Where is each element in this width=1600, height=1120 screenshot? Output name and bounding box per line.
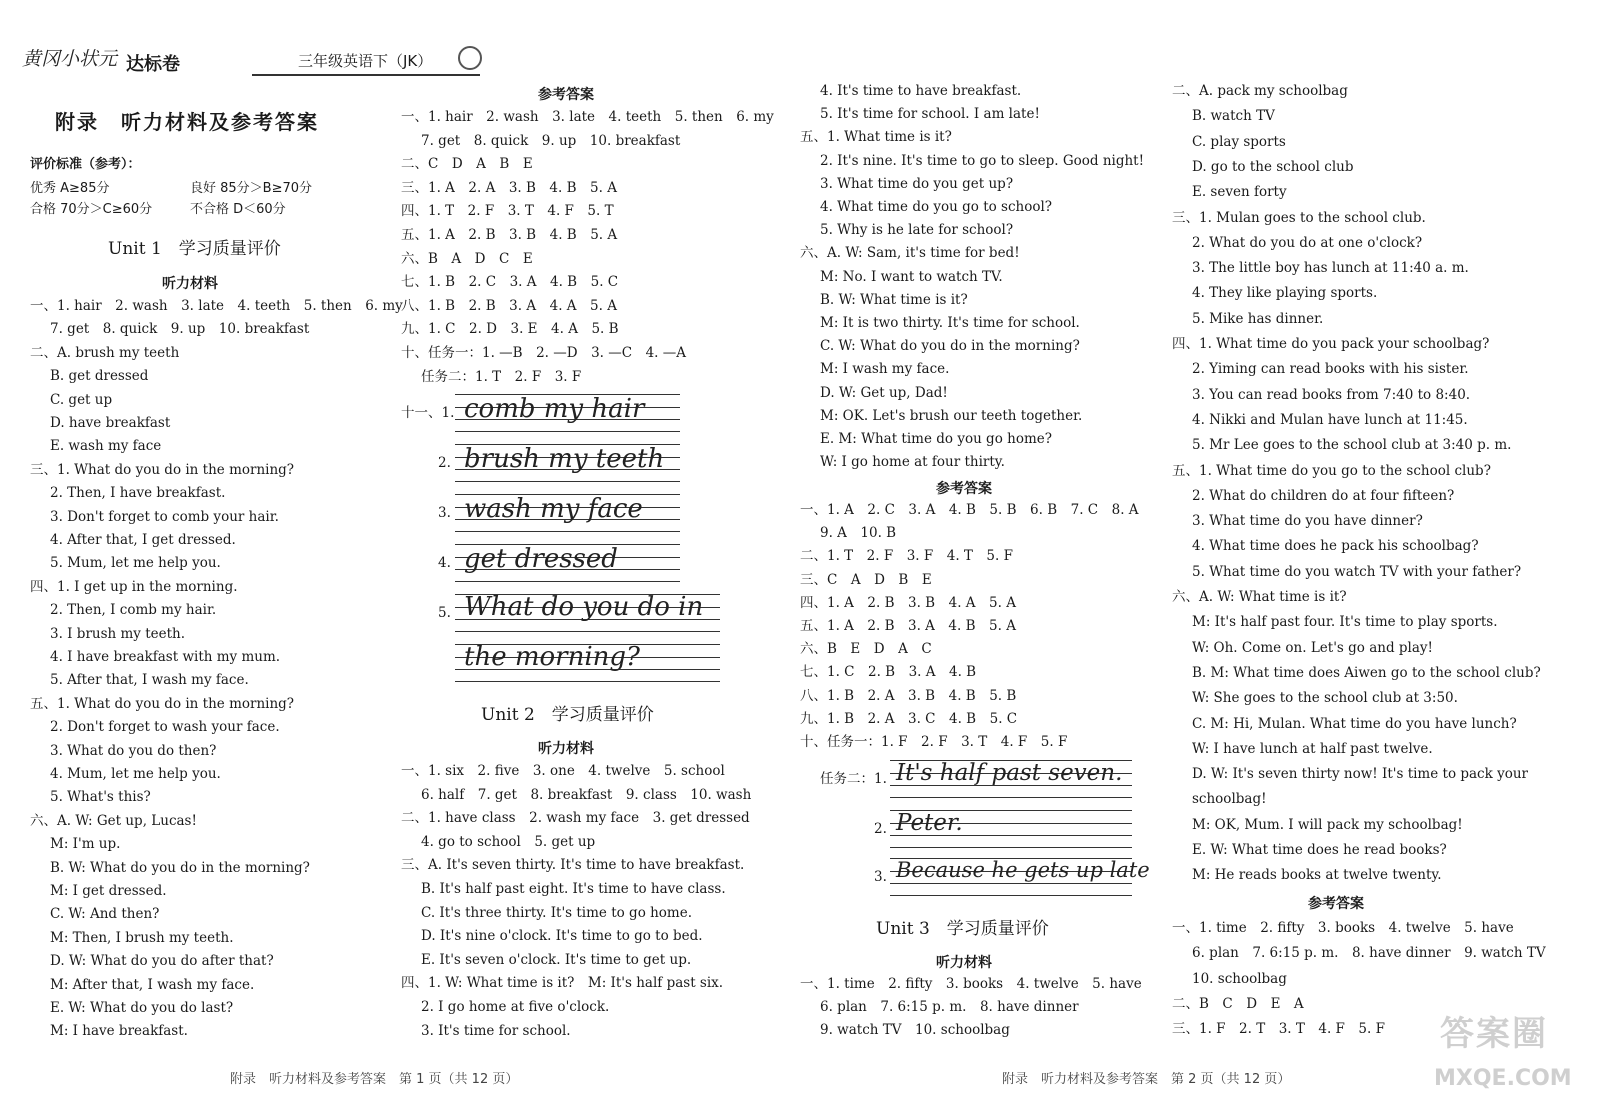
- text-line: 三、A. It's seven thirty. It's time to have breakfast.: [401, 857, 745, 874]
- text-line: 五、1. What time is it?: [800, 129, 952, 146]
- text-line: 二、1. T 2. F 3. F 4. T 5. F: [800, 548, 1013, 565]
- text-line: C. play sports: [1192, 133, 1286, 150]
- text-line: 四、1. T 2. F 3. T 4. F 5. T: [401, 203, 614, 220]
- writing-num-5: 5.: [438, 605, 451, 621]
- unit3-answers-heading: 参考答案: [1308, 896, 1364, 912]
- text-line: 七、1. B 2. C 3. A 4. B 5. C: [401, 274, 619, 291]
- text-line: E. M: What time do you go home?: [820, 431, 1052, 447]
- text-line: 三、1. What do you do in the morning?: [30, 461, 295, 478]
- handwriting-answer: the morning?: [464, 642, 640, 672]
- text-line: D. W: Get up, Dad!: [820, 384, 948, 401]
- criteria-good: 良好 85分＞B≥70分: [190, 181, 313, 196]
- text-line: 五、1. A 2. B 3. A 4. B 5. A: [800, 618, 1016, 634]
- text-line: 二、B C D E A: [1172, 995, 1304, 1012]
- text-line: schoolbag!: [1192, 791, 1267, 808]
- text-line: 三、1. A 2. A 3. B 4. B 5. A: [401, 179, 617, 196]
- text-line: 4. I have breakfast with my mum.: [50, 649, 281, 665]
- text-line: C. W: And then?: [50, 906, 160, 923]
- text-line: 3. What do you do then?: [50, 742, 217, 759]
- grade-label: 三年级英语下（JK）: [298, 52, 433, 70]
- text-line: 一、1. time 2. fifty 3. books 4. twelve 5. have: [1172, 920, 1514, 936]
- text-line: D. go to the school club: [1192, 158, 1354, 175]
- text-line: 一、1. six 2. five 3. one 4. twelve 5. school: [401, 763, 725, 779]
- unit3-listening-heading: 听力材料: [936, 955, 992, 971]
- text-line: 三、1. F 2. T 3. T 4. F 5. F: [1172, 1021, 1385, 1038]
- criteria-title: 评价标准（参考）：: [30, 157, 141, 172]
- text-line: 2. Then, I comb my hair.: [50, 602, 217, 619]
- text-line: 5. What's this?: [50, 789, 151, 806]
- text-line: 八、1. B 2. A 3. B 4. B 5. B: [800, 687, 1017, 704]
- text-line: C. W: What do you do in the morning?: [820, 338, 1080, 355]
- text-line: 二、A. brush my teeth: [30, 344, 180, 361]
- text-line: 四、1. What time do you pack your schoolbag?: [1172, 336, 1490, 352]
- text-line: 6. plan 7. 6:15 p. m. 8. have dinner: [820, 999, 1079, 1016]
- text-line: E. wash my face: [50, 438, 162, 455]
- text-line: 2. What do you do at one o'clock?: [1192, 234, 1423, 251]
- text-line: B. It's half past eight. It's time to have class.: [421, 881, 726, 897]
- handwriting-answer: Peter.: [896, 810, 963, 836]
- text-line: 5. After that, I wash my face.: [50, 672, 249, 689]
- text-line: D. It's nine o'clock. It's time to go to bed.: [421, 928, 703, 945]
- text-line: M: OK, Mum. I will pack my schoolbag!: [1192, 816, 1463, 833]
- task2-num-3: 3.: [874, 869, 887, 885]
- text-line: 2. It's nine. It's time to go to sleep. Good night!: [820, 152, 1145, 169]
- text-line: 4. They like playing sports.: [1192, 285, 1378, 302]
- text-line: 三、C A D B E: [800, 571, 932, 588]
- text-line: 10. schoolbag: [1192, 970, 1287, 987]
- text-line: 三、1. Mulan goes to the school club.: [1172, 209, 1426, 226]
- text-line: 五、1. A 2. B 3. B 4. B 5. A: [401, 227, 618, 243]
- text-line: 5. Mr Lee goes to the school club at 3:40 p. m.: [1192, 437, 1512, 454]
- footer-left: 附录 听力材料及参考答案 第 1 页（共 12 页）: [230, 1072, 519, 1087]
- unit1-listening-heading: 听力材料: [162, 276, 218, 292]
- text-line: W: Oh. Come on. Let's go and play!: [1192, 639, 1433, 656]
- text-line: 六、A. W: Sam, it's time for bed!: [800, 245, 1020, 262]
- text-line: B. W: What time is it?: [820, 291, 968, 308]
- text-line: 5. What time do you watch TV with your father?: [1192, 563, 1522, 580]
- text-line: 5. Mike has dinner.: [1192, 310, 1324, 327]
- unit3-title: Unit 3 学习质量评价: [876, 919, 1049, 939]
- text-line: W: I go home at four thirty.: [820, 454, 1005, 471]
- text-line: B. M: What time does Aiwen go to the school club?: [1192, 664, 1541, 681]
- text-line: M: I'm up.: [50, 836, 121, 853]
- text-line: 六、A. W: What time is it?: [1172, 589, 1347, 605]
- text-line: 4. It's time to have breakfast.: [820, 83, 1022, 99]
- watermark: [1430, 1000, 1590, 1110]
- text-line: 九、1. B 2. A 3. C 4. B 5. C: [800, 710, 1018, 727]
- criteria-fail: 不合格 D＜60分: [190, 202, 286, 217]
- writing-num-3: 3.: [438, 505, 451, 521]
- text-line: 5. Why is he late for school?: [820, 222, 1014, 239]
- text-line: 任务二：1. T 2. F 3. F: [421, 368, 582, 385]
- text-line: 3. The little boy has lunch at 11:40 a. m.: [1192, 260, 1469, 277]
- text-line: 一、1. hair 2. wash 3. late 4. teeth 5. then 6. my: [30, 298, 403, 314]
- text-line: 3. What time do you have dinner?: [1192, 513, 1423, 530]
- text-line: W: I have lunch at half past twelve.: [1192, 740, 1433, 757]
- text-line: 2. What do children do at four fifteen?: [1192, 487, 1455, 504]
- unit2-answers-heading: 参考答案: [936, 481, 992, 497]
- handwriting-answer: What do you do in: [464, 592, 704, 622]
- text-line: 5. It's time for school. I am late!: [820, 106, 1040, 123]
- text-line: 十、任务一：1. —B 2. —D 3. —C 4. —A: [401, 345, 687, 361]
- unit2-listening-heading: 听力材料: [538, 741, 594, 757]
- handwriting-answer: wash my face: [464, 494, 643, 524]
- text-line: 5. Mum, let me help you.: [50, 555, 221, 572]
- text-line: 十、任务一：1. F 2. F 3. T 4. F 5. F: [800, 734, 1068, 750]
- watermark-url: MXQE.COM: [1434, 1066, 1572, 1091]
- text-line: E. It's seven o'clock. It's time to get up.: [421, 951, 692, 968]
- text-line: 六、B E D A C: [800, 641, 932, 658]
- text-line: D. have breakfast: [50, 415, 171, 431]
- text-line: 四、1. W: What time is it? M: It's half past six.: [401, 975, 724, 992]
- handwriting-answer: Because he gets up late: [896, 858, 1150, 882]
- writing-num-4: 4.: [438, 555, 451, 571]
- brand-logo: 黄冈小状元: [22, 48, 118, 70]
- text-line: D. W: It's seven thirty now! It's time to pack your: [1192, 766, 1528, 783]
- text-line: 六、A. W: Get up, Lucas!: [30, 812, 197, 829]
- text-line: M: It is two thirty. It's time for school.: [820, 315, 1080, 331]
- text-line: 一、1. time 2. fifty 3. books 4. twelve 5. have: [800, 976, 1142, 992]
- task2-num-2: 2.: [874, 821, 887, 837]
- handwriting-answer: brush my teeth: [464, 444, 665, 474]
- text-line: 2. I go home at five o'clock.: [421, 999, 610, 1015]
- text-line: M: I get dressed.: [50, 883, 167, 899]
- text-line: 4. After that, I get dressed.: [50, 532, 236, 548]
- text-line: D. W: What do you do after that?: [50, 953, 274, 970]
- text-line: 2. Yiming can read books with his sister.: [1192, 361, 1469, 378]
- text-line: C. M: Hi, Mulan. What time do you have lunch?: [1192, 715, 1517, 732]
- text-line: M: I have breakfast.: [50, 1023, 188, 1040]
- text-line: M: He reads books at twelve twenty.: [1192, 867, 1442, 884]
- text-line: B. get dressed: [50, 368, 149, 385]
- text-line: 二、A. pack my schoolbag: [1172, 83, 1348, 99]
- text-line: 二、C D A B E: [401, 156, 533, 173]
- text-line: 3. What time do you get up?: [820, 175, 1014, 192]
- text-line: 3. I brush my teeth.: [50, 625, 186, 642]
- criteria-excellent: 优秀 A≥85分: [30, 181, 110, 196]
- text-line: 2. Then, I have breakfast.: [50, 485, 226, 502]
- footer-right: 附录 听力材料及参考答案 第 2 页（共 12 页）: [1002, 1072, 1291, 1087]
- text-line: E. W: What do you do last?: [50, 1000, 234, 1016]
- grade-banner: [252, 48, 480, 76]
- text-line: 4. go to school 5. get up: [421, 833, 596, 850]
- text-line: 9. watch TV 10. schoolbag: [820, 1022, 1010, 1039]
- text-line: 二、1. have class 2. wash my face 3. get dressed: [401, 810, 750, 827]
- text-line: 3. It's time for school.: [421, 1022, 571, 1039]
- text-line: 6. half 7. get 8. breakfast 9. class 10. wash: [421, 786, 752, 803]
- text-line: M: After that, I wash my face.: [50, 976, 255, 993]
- text-line: 八、1. B 2. B 3. A 4. A 5. A: [401, 297, 617, 314]
- brand-series: 达标卷: [126, 54, 180, 75]
- unit1-answers-heading: 参考答案: [538, 87, 594, 103]
- text-line: 4. What time does he pack his schoolbag?: [1192, 538, 1479, 555]
- text-line: 6. plan 7. 6:15 p. m. 8. have dinner 9. watch TV: [1192, 945, 1546, 962]
- text-line: 7. get 8. quick 9. up 10. breakfast: [50, 321, 310, 338]
- text-line: 3. You can read books from 7:40 to 8:40.: [1192, 386, 1471, 403]
- text-line: 四、1. A 2. B 3. B 4. A 5. A: [800, 594, 1016, 611]
- task2-label: 任务二：1.: [820, 771, 887, 787]
- text-line: M: OK. Let's brush our teeth together.: [820, 407, 1083, 424]
- text-line: 2. Don't forget to wash your face.: [50, 719, 280, 736]
- text-line: 一、1. A 2. C 3. A 4. B 5. B 6. B 7. C 8. A: [800, 502, 1139, 518]
- writing-num-2: 2.: [438, 455, 451, 471]
- text-line: E. W: What time does he read books?: [1192, 842, 1447, 858]
- text-line: B. W: What do you do in the morning?: [50, 859, 310, 876]
- text-line: 4. Mum, let me help you.: [50, 766, 221, 782]
- text-line: 六、B A D C E: [401, 250, 533, 267]
- text-line: W: She goes to the school club at 3:50.: [1192, 690, 1458, 707]
- text-line: C. It's three thirty. It's time to go home.: [421, 904, 693, 921]
- text-line: E. seven forty: [1192, 184, 1287, 201]
- text-line: M: It's half past four. It's time to play sports.: [1192, 614, 1498, 631]
- text-line: 九、1. C 2. D 3. E 4. A 5. B: [401, 321, 619, 338]
- text-line: B. watch TV: [1192, 108, 1275, 125]
- text-line: M: Then, I brush my teeth.: [50, 929, 234, 946]
- text-line: 一、1. hair 2. wash 3. late 4. teeth 5. then 6. my: [401, 109, 774, 125]
- unit2-title: Unit 2 学习质量评价: [481, 705, 654, 725]
- text-line: M: No. I want to watch TV.: [820, 268, 1003, 285]
- text-line: 五、1. What do you do in the morning?: [30, 695, 295, 712]
- text-line: 五、1. What time do you go to the school club?: [1172, 462, 1491, 479]
- text-line: 4. Nikki and Mulan have lunch at 11:45.: [1192, 411, 1468, 428]
- text-line: 3. Don't forget to comb your hair.: [50, 508, 279, 525]
- text-line: M: I wash my face.: [820, 361, 950, 378]
- text-line: 四、1. I get up in the morning.: [30, 578, 238, 595]
- handwriting-answer: It's half past seven.: [896, 760, 1123, 786]
- text-line: 4. What time do you go to school?: [820, 199, 1053, 215]
- text-line: 7. get 8. quick 9. up 10. breakfast: [421, 132, 681, 149]
- appendix-title: 附录 听力材料及参考答案: [55, 110, 319, 134]
- writing-label: 十一、1.: [401, 405, 455, 421]
- text-line: 七、1. C 2. B 3. A 4. B: [800, 664, 977, 681]
- unit1-title: Unit 1 学习质量评价: [108, 239, 281, 259]
- text-line: 9. A 10. B: [820, 525, 897, 542]
- swirl-ornament-icon: [458, 46, 482, 70]
- handwriting-answer: comb my hair: [464, 394, 645, 424]
- handwriting-answer: get dressed: [464, 544, 618, 574]
- text-line: C. get up: [50, 391, 113, 408]
- criteria-pass: 合格 70分＞C≥60分: [30, 202, 153, 217]
- watermark-text: 答案圈: [1440, 1014, 1548, 1054]
